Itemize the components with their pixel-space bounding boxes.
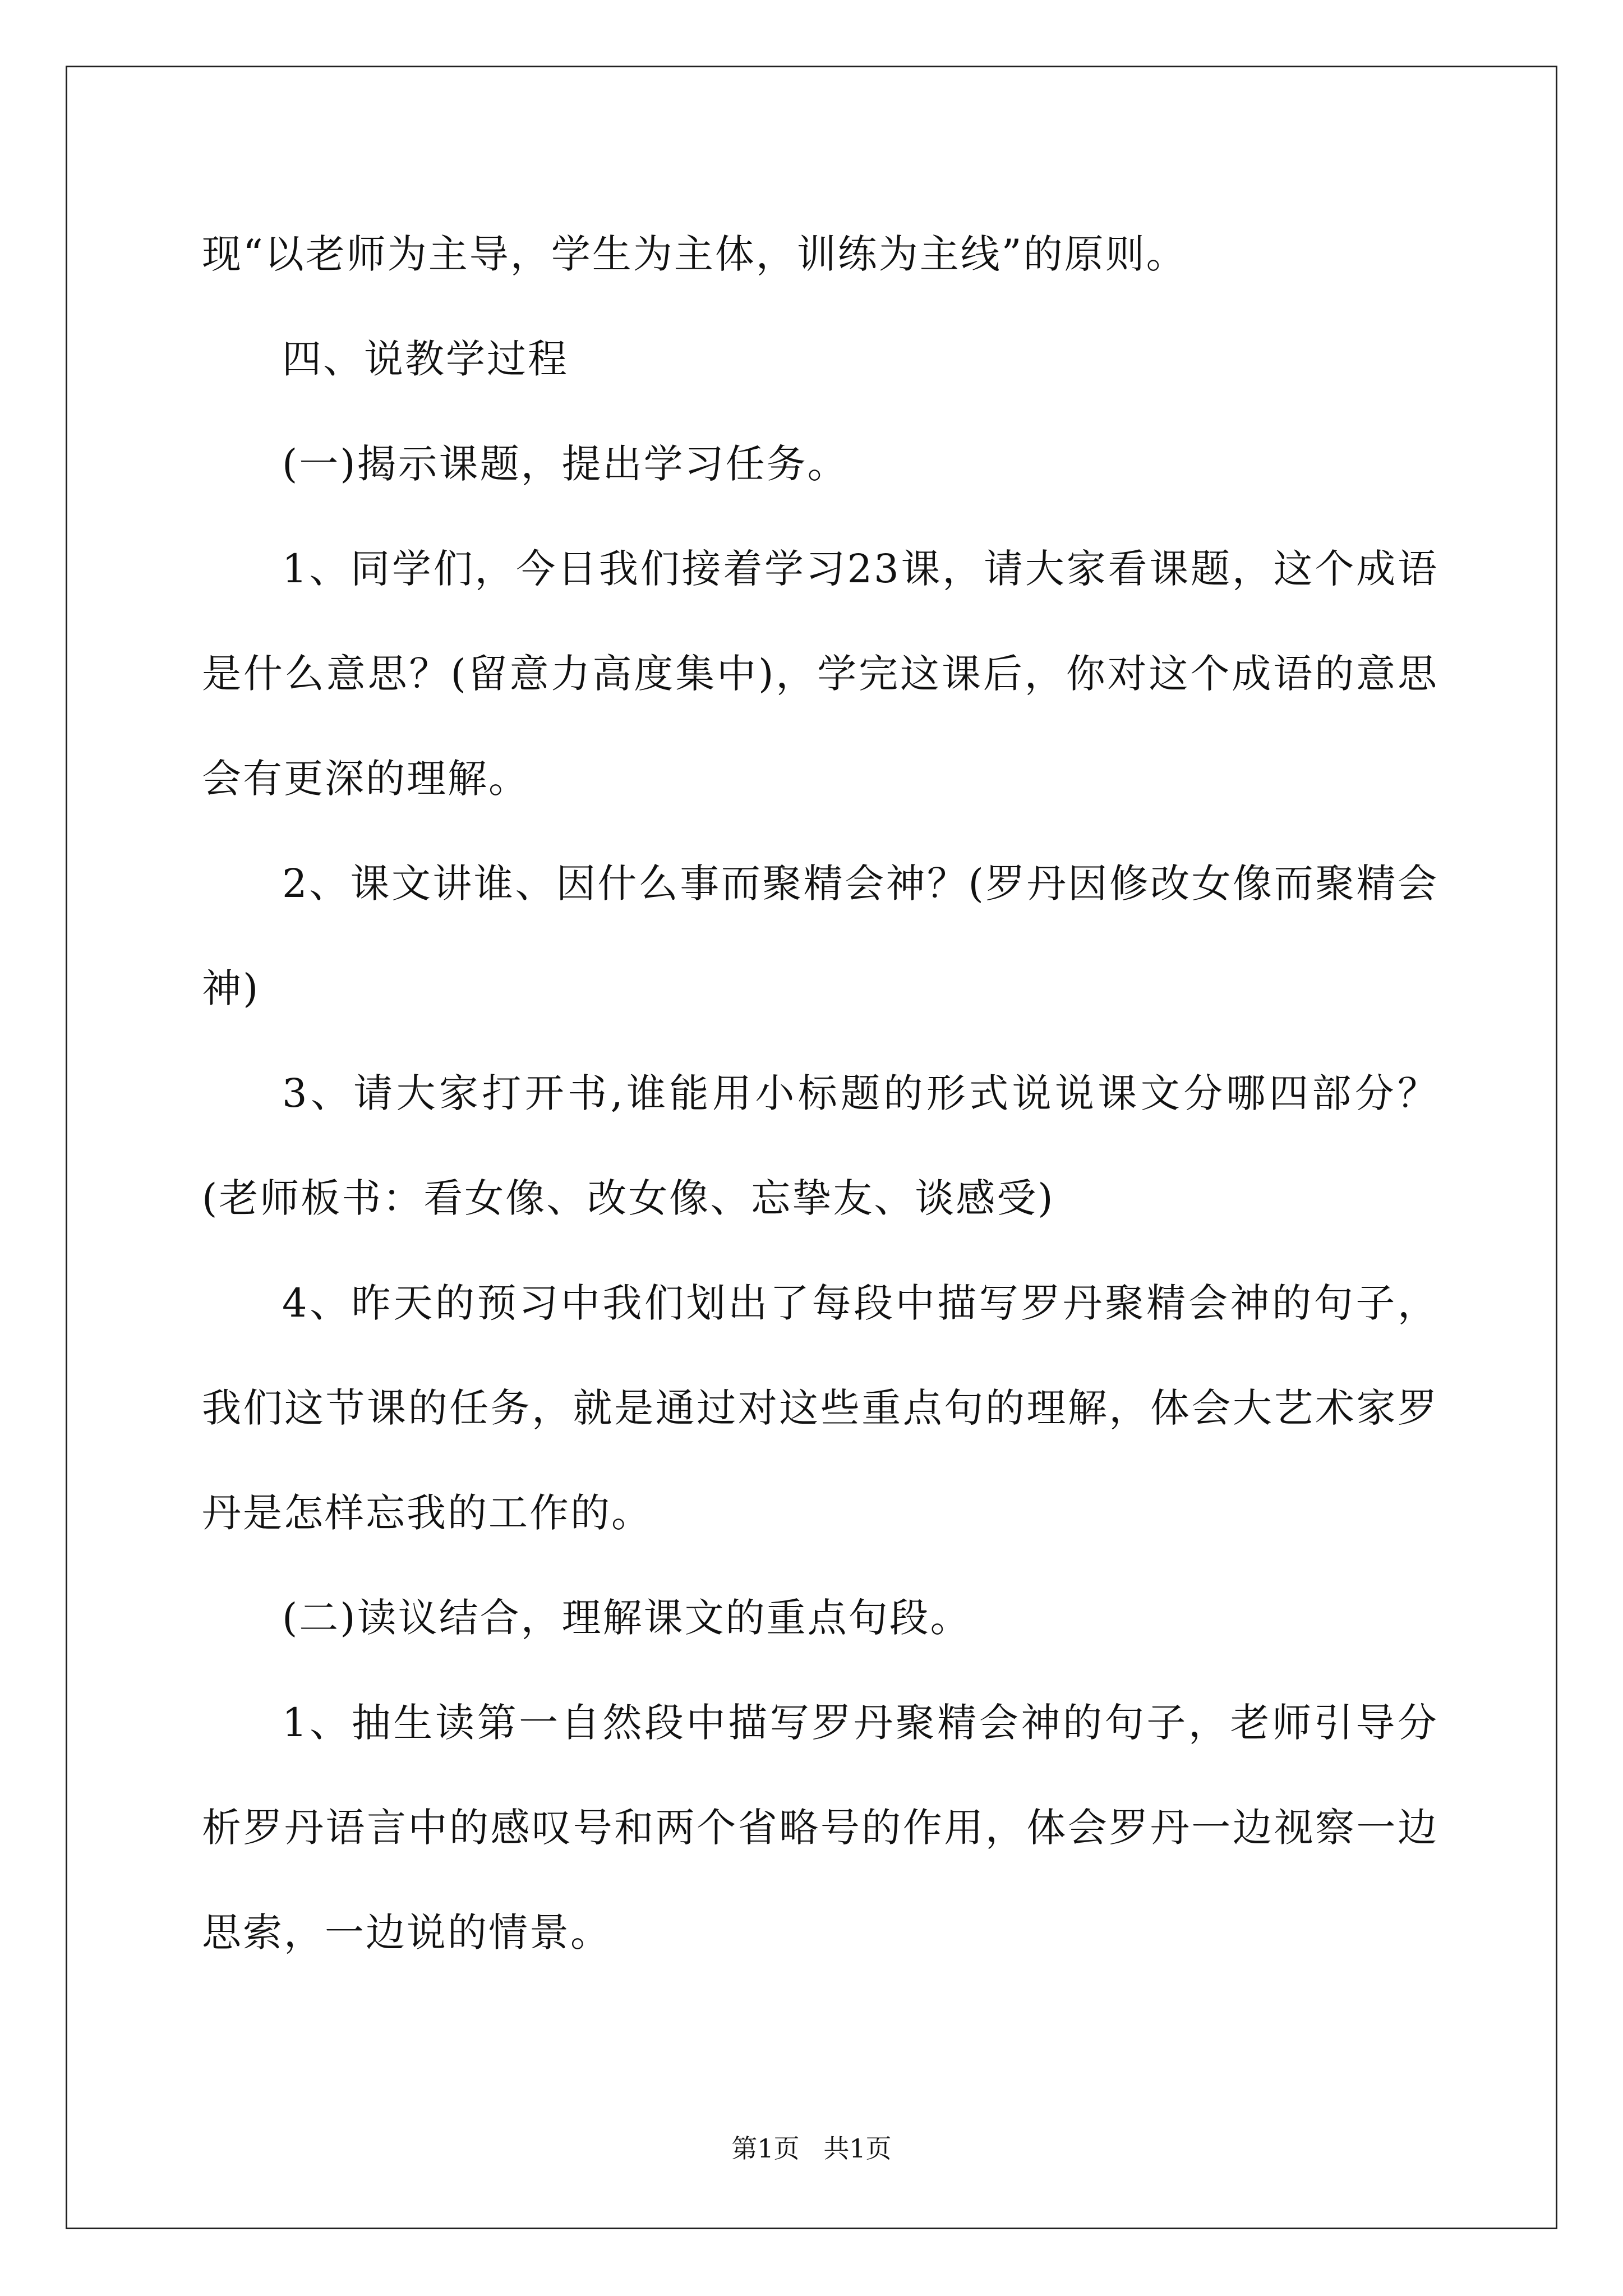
paragraph-1: 现“以老师为主导，学生为主体，训练为主线”的原则。 [202,231,1187,277]
paragraph-item-5: 1、抽生读第一自然段中描写罗丹聚精会神的句子，老师引导分析罗丹语言中的感叹号和两个省略号的作用，体会罗丹一边视察一边思索，一边说的情景。 [202,1700,1438,1955]
page-footer [0,2132,1623,2165]
paragraph-item-3: 3、请大家打开书,谁能用小标题的形式说说课文分哪四部分？(老师板书：看女像、改女像、忘挚友、谈感受) [202,1070,1438,1221]
subheading-reveal-topic: (一)揭示课题，提出学习任务。 [282,441,849,487]
paragraph-item-1: 1、同学们，今日我们接着学习23课，请大家看课题，这个成语是什么意思？(留意力高度集中)，学完这课后，你对这个成语的意思会有更深的理解。 [202,546,1438,802]
document-body [202,202,1438,1985]
subheading-read-discuss: (二)读议结合，理解课文的重点句段。 [282,1595,971,1641]
page-count: 共1页 [823,2133,892,2164]
section-heading-teaching-process: 四、说教学过程 [282,336,569,382]
paragraph-item-4: 4、昨天的预习中我们划出了每段中描写罗丹聚精会神的句子，我们这节课的任务，就是通过对这些重点句的理解，体会大艺术家罗丹是怎样忘我的工作的。 [202,1280,1438,1536]
page-number: 第1页 [731,2133,800,2164]
paragraph-item-2: 2、课文讲谁、因什么事而聚精会神？(罗丹因修改女像而聚精会神) [202,861,1438,1011]
